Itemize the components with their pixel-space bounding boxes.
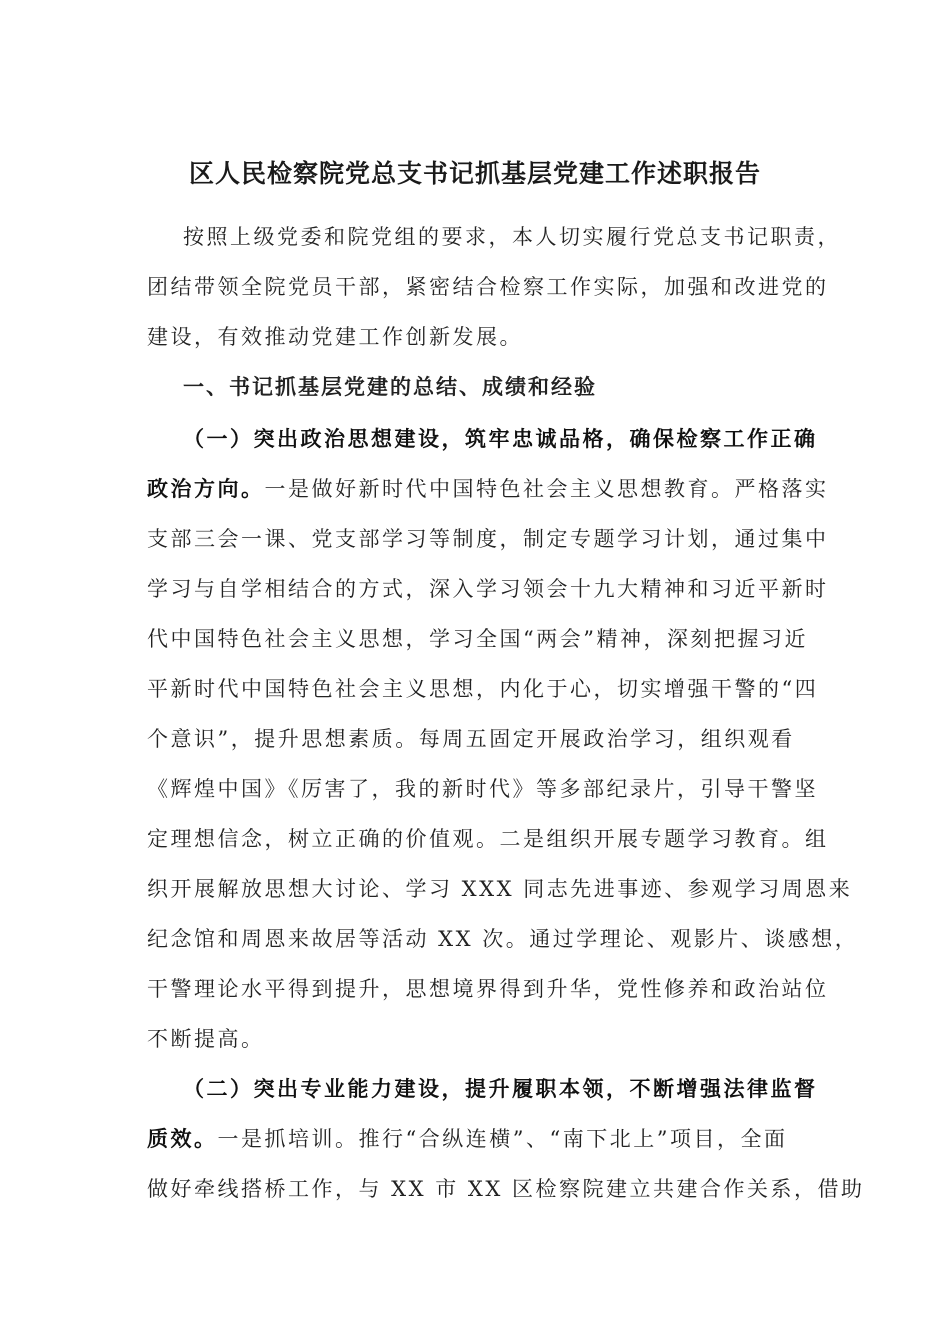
- subsection-1-line-8: 《辉煌中国》《厉害了，我的新时代》等多部纪录片，引导干警坚: [147, 777, 818, 801]
- subsection-2-line-2: [147, 1124, 807, 1154]
- subsection-2-heading: （二）突出专业能力建设，提升履职本领，不断增强法律监督: [183, 1076, 818, 1101]
- subsection-1-line-4: 学习与自学相结合的方式，深入学习领会十九大精神和习近平新时: [147, 577, 829, 601]
- document-title: 区人民检察院党总支书记抓基层党建工作述职报告: [188, 159, 761, 188]
- section-1-heading: 一、书记抓基层党建的总结、成绩和经验: [183, 374, 597, 399]
- subsection-1-heading-end: 政治方向。: [147, 476, 265, 501]
- subsection-2-heading-end: 质效。: [147, 1126, 218, 1151]
- subsection-1-line-9: 定理想信念，树立正确的价值观。二是组织开展专题学习教育。组: [147, 827, 829, 851]
- subsection-1-line-2-text: 一是做好新时代中国特色社会主义思想教育。严格落实: [264, 477, 829, 501]
- subsection-1-line-3: 支部三会一课、党支部学习等制度，制定专题学习计划，通过集中: [147, 527, 829, 551]
- intro-line-2: 团结带领全院党员干部，紧密结合检察工作实际，加强和改进党的: [147, 275, 829, 299]
- subsection-1-line-11: 纪念馆和周恩来故居等活动 XX 次。通过学理论、观影片、谈感想，: [147, 927, 859, 951]
- subsection-2-line-3: 做好牵线搭桥工作，与 XX 市 XX 区检察院建立共建合作关系，借助: [147, 1177, 865, 1201]
- subsection-2-line-2-text: 一是抓培训。推行“合纵连横”、“南下北上”项目，全面: [217, 1127, 788, 1151]
- subsection-1-line-7: 个意识”，提升思想素质。每周五固定开展政治学习，组织观看: [147, 727, 795, 751]
- subsection-1-line-13: 不断提高。: [147, 1027, 265, 1051]
- intro-line-1: 按照上级党委和院党组的要求，本人切实履行党总支书记职责，: [183, 225, 841, 249]
- subsection-1-line-2: [147, 474, 829, 504]
- subsection-1-line-10: 织开展解放思想大讨论、学习 XXX 同志先进事迹、参观学习周恩来: [147, 877, 853, 901]
- subsection-1-line-5: 代中国特色社会主义思想，学习全国“两会”精神，深刻把握习近: [147, 627, 808, 651]
- subsection-1-heading: （一）突出政治思想建设，筑牢忠诚品格，确保检察工作正确: [183, 426, 818, 451]
- subsection-1-line-6: 平新时代中国特色社会主义思想，内化于心，切实增强干警的“四: [147, 677, 819, 701]
- subsection-1-line-12: 干警理论水平得到提升，思想境界得到升华，党性修养和政治站位: [147, 977, 829, 1001]
- intro-line-3: 建设，有效推动党建工作创新发展。: [147, 325, 523, 349]
